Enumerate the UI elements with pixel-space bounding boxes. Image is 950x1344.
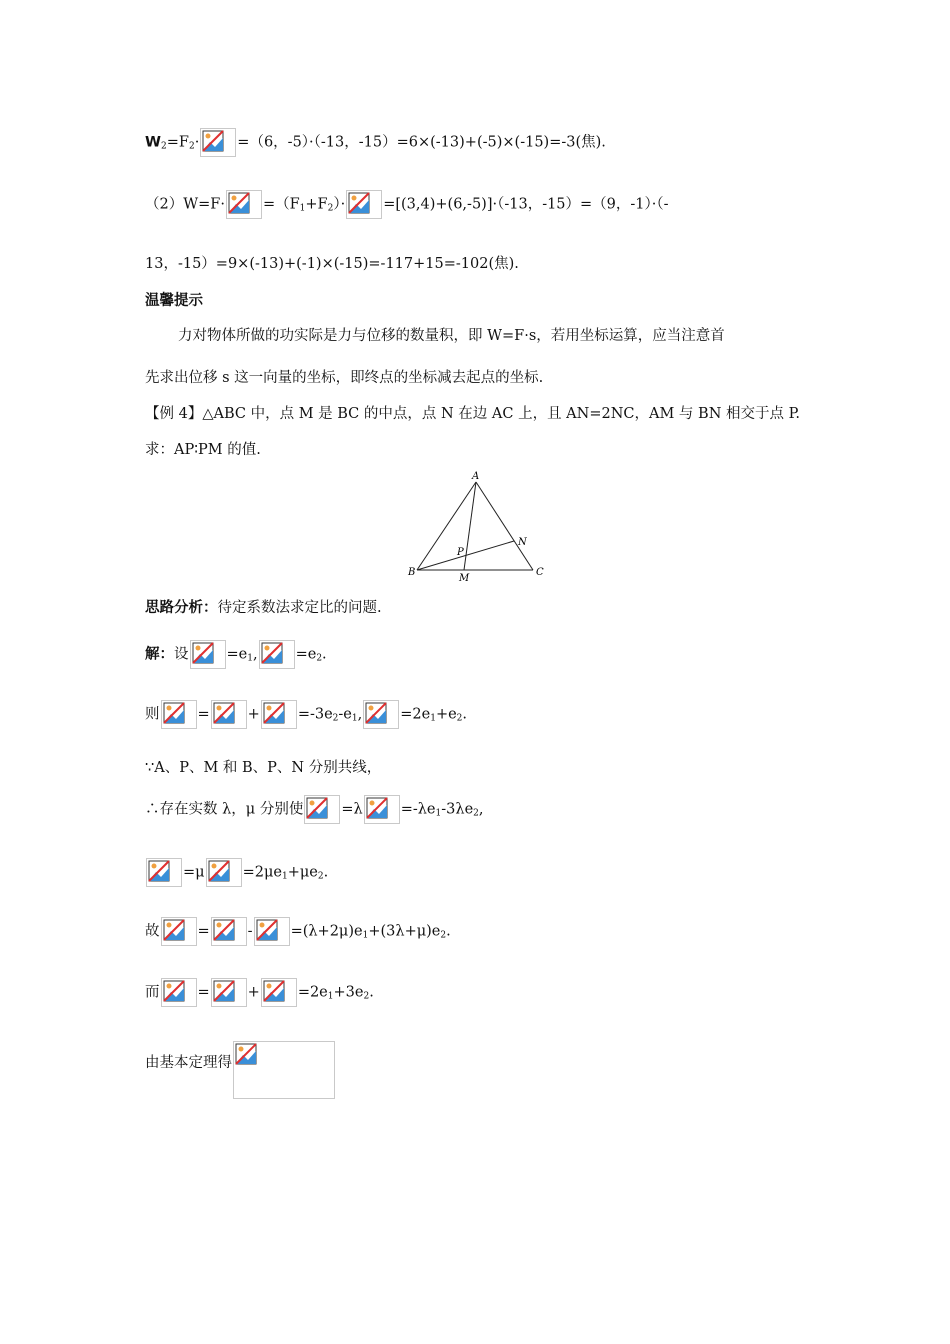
text: -	[247, 923, 253, 940]
label-n: N	[518, 537, 527, 548]
text: 则	[145, 706, 160, 723]
subscript: 2	[317, 871, 324, 882]
label-a: A	[472, 471, 480, 482]
subscript: 2	[316, 653, 323, 664]
subscript: 1	[430, 713, 436, 724]
segment-bn	[417, 541, 514, 570]
text: .	[369, 984, 374, 1001]
dot-product-text: =（6，-5）·（-13，-15）=6×(-13)+(-5)×(-15)=-3(焦).	[237, 134, 606, 151]
text: +3e	[333, 984, 364, 1001]
text: 设	[174, 646, 189, 663]
tip-title: 温馨提示	[145, 293, 203, 309]
solution-set-line	[145, 640, 327, 669]
triangle-figure	[400, 465, 550, 585]
label-b: B	[408, 567, 416, 578]
broken-image-icon	[261, 700, 297, 729]
broken-image-icon	[346, 190, 382, 219]
text: ,	[252, 646, 258, 663]
text: =2μe	[242, 864, 282, 881]
broken-image-icon	[206, 858, 242, 887]
label-p: P	[457, 547, 464, 558]
subscript: 1	[351, 713, 358, 724]
text: -3λe	[441, 801, 474, 818]
tip-text-2: 先求出位移 s 这一向量的坐标，即终点的坐标减去起点的坐标.	[145, 370, 544, 386]
tip-text-1: 力对物体所做的功实际是力与位移的数量积，即 W=F·s，若用坐标运算，应当注意首	[178, 328, 725, 344]
collinear-line: ∵A、P、M 和 B、P、N 分别共线，	[145, 760, 382, 776]
broken-image-icon	[304, 795, 340, 824]
dot-text: ·	[194, 134, 200, 151]
work-total-result: 13，-15）=9×(-13)+(-1)×(-15)=-117+15=-102(焦).	[145, 256, 519, 272]
broken-image-icon	[363, 700, 399, 729]
subscript: 1	[327, 991, 334, 1002]
broken-image-icon	[161, 917, 197, 946]
broken-image-icon	[226, 190, 262, 219]
subscript: 2	[188, 141, 195, 152]
example-4: 【例 4】△ABC 中，点 M 是 BC 的中点，点 N 在边 AC 上，且 AN=2NC，AM 与 BN 相交于点 P.	[145, 406, 801, 422]
label-m: M	[459, 573, 470, 584]
text: ∴存在实数 λ，μ 分别使	[145, 801, 304, 818]
subscript: 2	[440, 930, 447, 941]
broken-image-icon	[261, 978, 297, 1007]
text: =	[197, 706, 210, 723]
text: 故	[145, 923, 160, 940]
text: =e	[295, 646, 317, 663]
broken-image-icon	[364, 795, 400, 824]
subscript: 1	[299, 203, 306, 214]
broken-image-icon	[200, 128, 236, 157]
work-total-line	[145, 190, 669, 219]
broken-image-icon	[254, 917, 290, 946]
side-ac	[476, 482, 533, 570]
text: +	[247, 706, 260, 723]
text: .	[323, 864, 329, 881]
text: =	[197, 984, 210, 1001]
subscript: 1	[247, 653, 253, 664]
subscript: 2	[161, 141, 167, 152]
text: =-λe	[400, 801, 436, 818]
exist-line	[145, 795, 484, 824]
text: .	[446, 923, 451, 940]
text: 由基本定理得	[145, 1055, 232, 1071]
broken-image-icon	[211, 917, 247, 946]
mu-line	[145, 858, 328, 887]
text: ,	[478, 801, 484, 818]
broken-image-icon	[146, 858, 182, 887]
subscript: 1	[435, 808, 442, 819]
analysis-text: 待定系数法求定比的问题.	[217, 600, 382, 616]
text: +(3λ+μ)e	[368, 923, 441, 940]
text: =λ	[341, 801, 363, 818]
label-c: C	[536, 567, 544, 578]
text: ）·	[333, 196, 346, 213]
broken-image-icon	[211, 700, 247, 729]
text: =e	[226, 646, 248, 663]
analysis-label: 思路分析：	[145, 600, 218, 616]
text: =	[197, 923, 210, 940]
text: +	[247, 984, 260, 1001]
broken-image-icon	[161, 978, 197, 1007]
analysis-line	[145, 598, 382, 618]
text: .	[462, 706, 468, 723]
w-total-text: （2）W=F·	[145, 196, 225, 213]
solution-then-line	[145, 700, 467, 729]
text: =2e	[297, 984, 328, 1001]
broken-image-icon	[211, 978, 247, 1007]
text: =(λ+2μ)e	[290, 923, 363, 940]
w-text: W	[145, 134, 161, 151]
text: +F	[305, 196, 328, 213]
solution-label: 解：	[145, 646, 174, 663]
subscript: 2	[327, 203, 334, 214]
work-w2-line	[145, 128, 606, 157]
broken-image-icon	[233, 1041, 335, 1099]
subscript: 2	[473, 808, 479, 819]
text: -e	[338, 706, 352, 723]
text: 而	[145, 984, 160, 1001]
text: =-3e	[297, 706, 333, 723]
subscript: 2	[332, 713, 339, 724]
example-4-question: 求：AP∶PM 的值.	[145, 442, 261, 458]
f-text: =F	[166, 134, 189, 151]
text: +μe	[287, 864, 318, 881]
and-line	[145, 978, 374, 1007]
broken-image-icon	[259, 640, 295, 669]
broken-image-icon	[190, 640, 226, 669]
subscript: 1	[281, 871, 288, 882]
text: =2e	[400, 706, 431, 723]
text: ,	[357, 706, 363, 723]
text: .	[322, 646, 327, 663]
segment-am	[464, 482, 476, 570]
text: =μ	[183, 864, 205, 881]
side-ab	[417, 482, 476, 570]
broken-image-icon	[161, 700, 197, 729]
text: =（F	[262, 196, 300, 213]
text: =[(3,4)+(6,-5)]·（-13，-15）=（9，-1）·（-	[383, 196, 669, 213]
subscript: 1	[362, 930, 369, 941]
subscript: 2	[456, 713, 463, 724]
subscript: 2	[363, 991, 370, 1002]
therefore-line	[145, 917, 451, 946]
basic-theorem-line	[145, 1041, 336, 1099]
text: +e	[435, 706, 457, 723]
